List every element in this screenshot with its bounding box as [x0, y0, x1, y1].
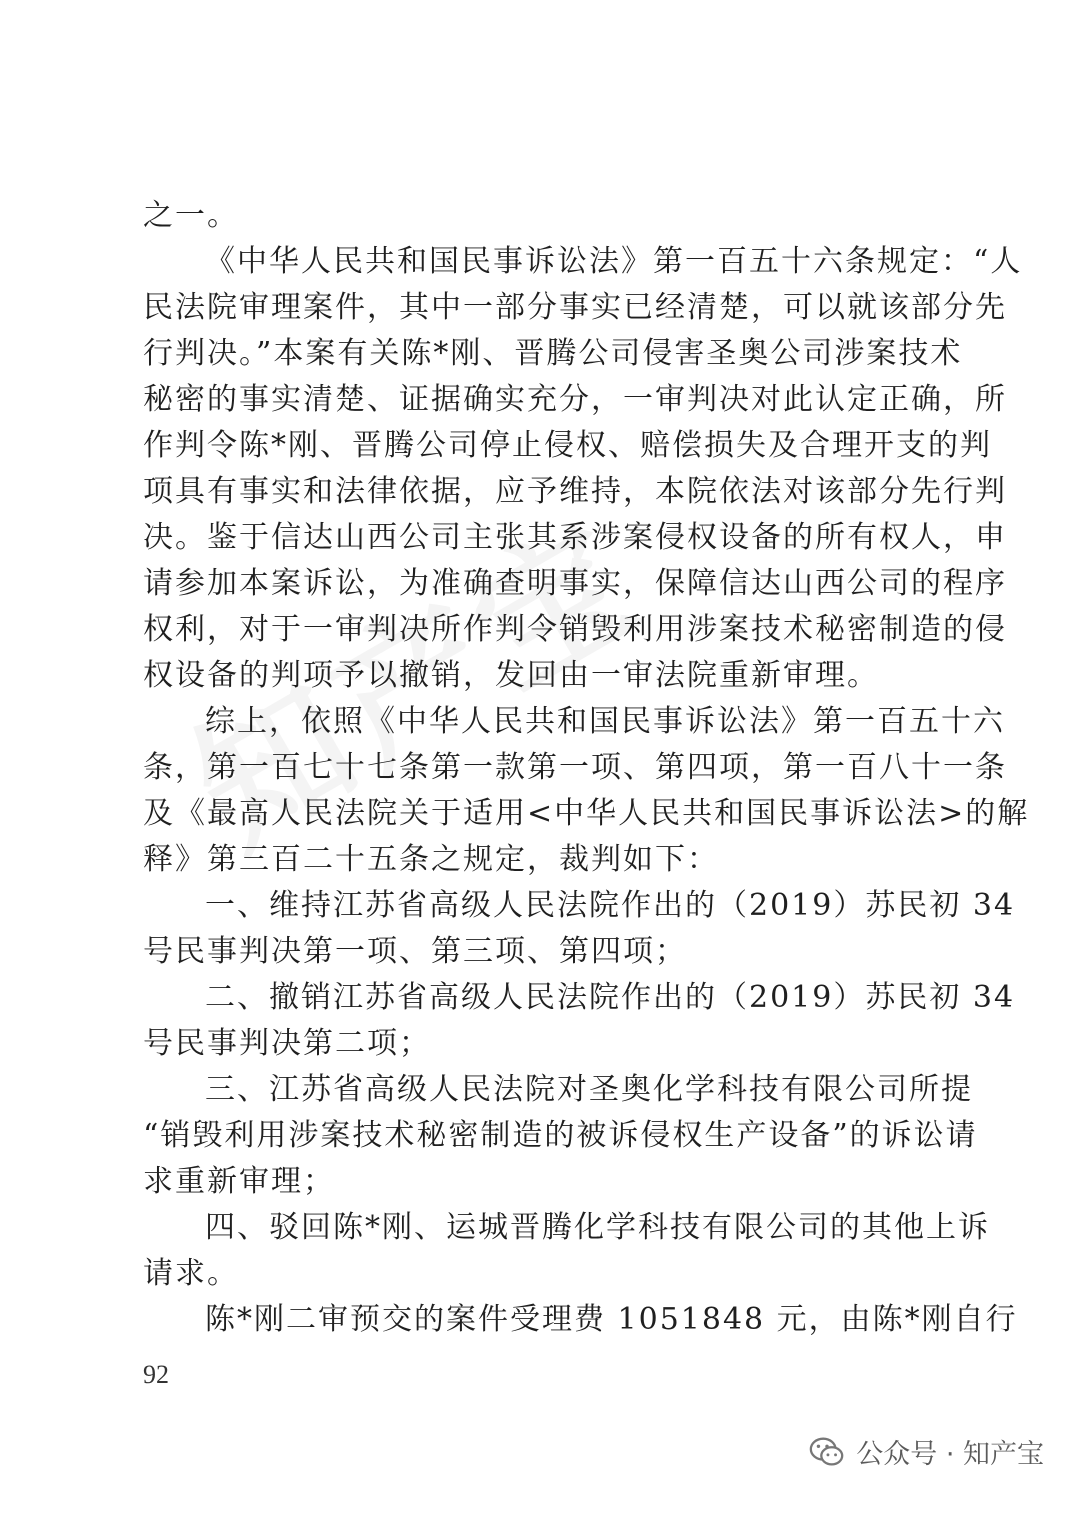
- text-line: 行判决。”本案有关陈*刚、晋腾公司侵害圣奥公司涉案技术: [143, 336, 963, 371]
- text-line: 民法院审理案件，其中一部分事实已经清楚，可以就该部分先: [143, 290, 1007, 325]
- text-line: 号民事判决第二项；: [143, 1026, 431, 1061]
- text-line: 之一。: [143, 198, 239, 233]
- footer-attribution: [808, 1432, 1044, 1471]
- text-line: 秘密的事实清楚、证据确实充分，一审判决对此认定正确，所: [143, 382, 1007, 417]
- text-line: 权利，对于一审判决所作判令销毁利用涉案技术秘密制造的侵: [143, 612, 1007, 647]
- text-line: 求重新审理；: [143, 1164, 335, 1199]
- text-line: 请参加本案诉讼，为准确查明事实，保障信达山西公司的程序: [143, 566, 1007, 601]
- text-line: “销毁利用涉案技术秘密制造的被诉侵权生产设备”的诉讼请: [143, 1118, 978, 1153]
- text-line: 号民事判决第一项、第三项、第四项；: [143, 934, 687, 969]
- text-line: 二、撤销江苏省高级人民法院作出的（2019）苏民初 34: [205, 980, 1016, 1015]
- text-line: 三、江苏省高级人民法院对圣奥化学科技有限公司所提: [205, 1072, 973, 1107]
- text-line: 陈*刚二审预交的案件受理费 1051848 元，由陈*刚自行: [205, 1302, 1018, 1337]
- text-line: 一、维持江苏省高级人民法院作出的（2019）苏民初 34: [205, 888, 1016, 923]
- text-line: 项具有事实和法律依据，应予维持，本院依法对该部分先行判: [143, 474, 1007, 509]
- text-line: 请求。: [143, 1256, 239, 1291]
- text-line: 作判令陈*刚、晋腾公司停止侵权、赔偿损失及合理开支的判: [143, 428, 992, 463]
- footer-text: 公众号 · 知产宝: [856, 1439, 1044, 1470]
- text-line: 权设备的判项予以撤销，发回由一审法院重新审理。: [143, 658, 879, 693]
- text-line: 释》第三百二十五条之规定，裁判如下：: [143, 842, 719, 877]
- text-line: 条，第一百七十七条第一款第一项、第四项，第一百八十一条: [143, 750, 1007, 785]
- text-line: 四、驳回陈*刚、运城晋腾化学科技有限公司的其他上诉: [205, 1210, 990, 1245]
- page-number: 92: [143, 1360, 169, 1389]
- text-line: 及《最高人民法院关于适用<中华人民共和国民事诉讼法>的解: [143, 796, 1030, 831]
- text-line: 《中华人民共和国民事诉讼法》第一百五十六条规定：“人: [205, 244, 1023, 279]
- wechat-icon: [808, 1433, 846, 1471]
- text-line: 综上，依照《中华人民共和国民事诉讼法》第一百五十六: [205, 704, 1005, 739]
- text-line: 决。鉴于信达山西公司主张其系涉案侵权设备的所有权人，申: [143, 520, 1007, 555]
